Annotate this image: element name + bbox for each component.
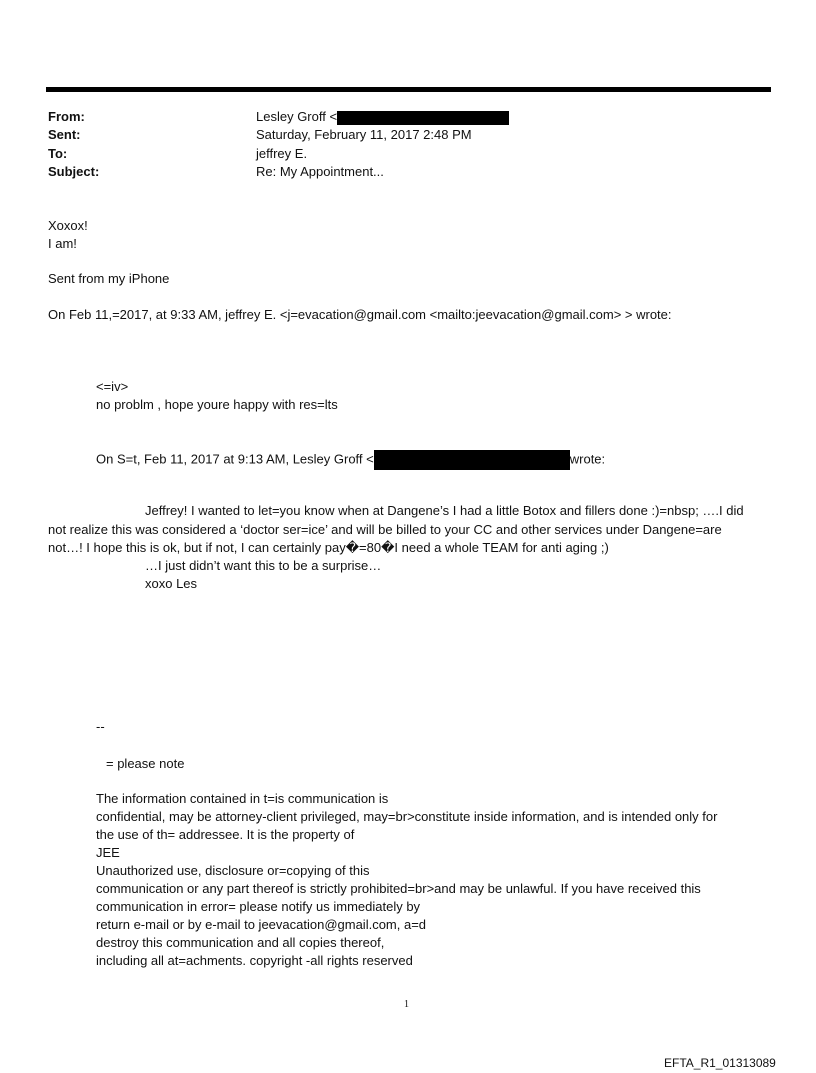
signature: Sent from my iPhone [48, 271, 170, 286]
disclaimer-line: the use of th= addressee. It is the property of [96, 827, 355, 842]
body-line-1: Xoxox! [48, 218, 88, 233]
footer-dashes: -- [96, 719, 105, 734]
from-name: Lesley Groff < [256, 109, 338, 124]
reply-text: no problm , hope youre happy with res=lts [96, 397, 338, 412]
disclaimer-line: The information contained in t=is communication is [96, 791, 389, 806]
disclaimer-line: including all at=achments. copyright -all rights reserved [96, 953, 413, 968]
from-value [256, 108, 509, 125]
from-label: From: [48, 109, 85, 124]
subject-value: Re: My Appointment... [256, 164, 384, 179]
disclaimer-line: confidential, may be attorney-client privileged, may=br>constitute inside information, and is intended only for [96, 809, 718, 824]
to-value: jeffrey E. [256, 146, 308, 161]
original-line-5: xoxo Les [145, 576, 198, 591]
disclaimer-line: Unauthorized use, disclosure or=copying of this [96, 863, 370, 878]
original-line-2: not realize this was considered a ‘doctor ser=ice’ and will be billed to your CC and other services under Dangene=are [48, 522, 722, 537]
redaction-box [374, 450, 570, 470]
reply-quote-start: On S=t, Feb 11, 2017 at 9:13 AM, Lesley Groff < [96, 451, 374, 467]
reply-quote-header [96, 450, 605, 470]
to-label: To: [48, 146, 68, 161]
sent-label: Sent: [48, 127, 81, 142]
original-line-3: not…! I hope this is ok, but if not, I can certainly pay�=80�I need a whole TEAM for anti aging ;) [48, 540, 609, 555]
header-rule [46, 87, 771, 92]
redaction-box [337, 111, 509, 125]
document-id: EFTA_R1_01313089 [664, 1056, 776, 1070]
quote-header: On Feb 11,=2017, at 9:33 AM, jeffrey E. <j=evacation@gmail.com <mailto:jeevacation@gmail.com> > wrote: [48, 307, 672, 322]
disclaimer-line: communication in error= please notify us immediately by [96, 899, 421, 914]
disclaimer-line: JEE [96, 845, 120, 860]
reply-quote-end: wrote: [569, 451, 606, 467]
div-tag: <=iv> [96, 379, 129, 394]
disclaimer-line: communication or any part thereof is strictly prohibited=br>and may be unlawful. If you have received this [96, 881, 701, 896]
body-line-2: I am! [48, 236, 77, 251]
original-line-4: …I just didn’t want this to be a surprise… [145, 558, 382, 573]
page-number: 1 [404, 999, 409, 1010]
original-line-1: Jeffrey! I wanted to let=you know when at Dangene’s I had a little Botox and fillers done :)=nbsp; ….I did [145, 503, 744, 518]
disclaimer-line: destroy this communication and all copies thereof, [96, 935, 385, 950]
subject-label: Subject: [48, 164, 100, 179]
disclaimer-line: return e-mail or by e-mail to jeevacation@gmail.com, a=d [96, 917, 427, 932]
please-note: = please note [106, 756, 185, 771]
sent-value: Saturday, February 11, 2017 2:48 PM [256, 127, 472, 142]
